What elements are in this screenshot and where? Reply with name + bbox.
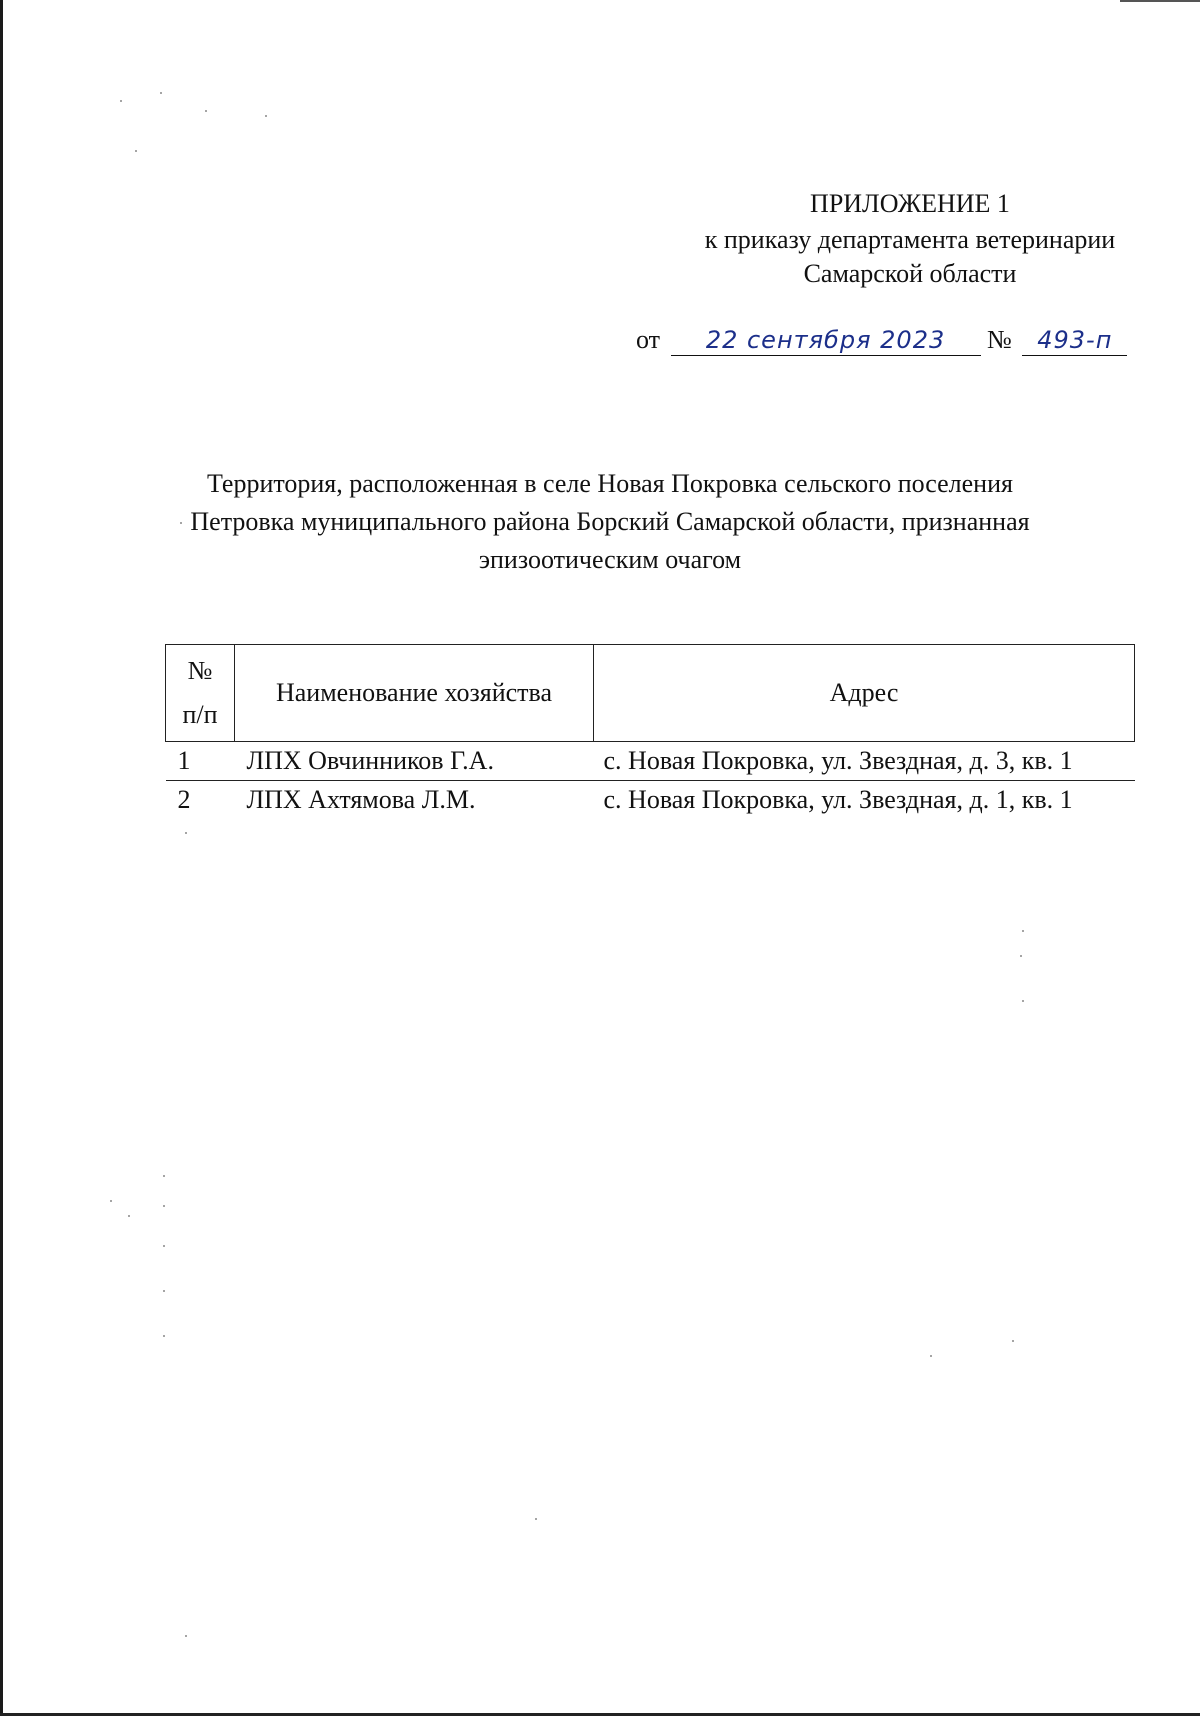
row-number: 2 (177, 785, 191, 814)
title-line-3: эпизоотическим очагом (478, 545, 742, 574)
table-header-row (166, 645, 1135, 742)
order-date-handwritten: 22 сентября 2023 (671, 325, 981, 356)
table-row (166, 742, 1135, 781)
appendix-heading: ПРИЛОЖЕНИЕ 1 (810, 189, 1010, 218)
header-number-abbrev: п/п (182, 700, 218, 729)
scan-speck (185, 1635, 187, 1637)
scan-speck (135, 150, 137, 152)
row-farm-name: ЛПХ Ахтямова Л.М. (246, 785, 476, 814)
order-number-label: № (987, 325, 1012, 354)
header-number (166, 645, 235, 742)
scan-speck (1022, 930, 1024, 932)
row-address: с. Новая Покровка, ул. Звездная, д. 1, кв. 1 (603, 785, 1073, 814)
scan-speck (535, 1518, 537, 1520)
row-farm-name: ЛПХ Овчинников Г.А. (235, 742, 594, 781)
scan-speck (185, 832, 187, 834)
order-number-handwritten: 493-п (1022, 325, 1127, 356)
row-address: с. Новая Покровка, ул. Звездная, д. 3, кв. 1 (594, 742, 1135, 781)
order-date-number-line (636, 322, 1126, 358)
appendix-order-reference: к приказу департамента ветеринарии (704, 225, 1116, 254)
scan-speck (163, 1205, 165, 1207)
scan-speck (205, 110, 207, 112)
order-from-label: от (636, 325, 661, 354)
scan-speck (1012, 1340, 1014, 1342)
header-farm-name: Наименование хозяйства (235, 645, 594, 742)
scan-speck (930, 1355, 932, 1357)
scan-speck (120, 100, 122, 102)
table-row (166, 781, 1135, 820)
scan-speck (110, 1200, 112, 1202)
scan-speck (128, 1215, 130, 1217)
header-number-sign: № (187, 656, 213, 685)
scan-edge-left (0, 0, 3, 1716)
scan-edge-top (1120, 0, 1200, 2)
scan-speck (180, 522, 182, 524)
scan-speck (265, 115, 267, 117)
scan-speck (163, 1245, 165, 1247)
row-number: 1 (166, 742, 235, 781)
scan-speck (163, 1175, 165, 1177)
header-address: Адрес (594, 645, 1135, 742)
scan-speck (163, 1335, 165, 1337)
farms-table (165, 644, 1135, 819)
scan-speck (163, 1290, 165, 1292)
scan-speck (1020, 955, 1022, 957)
scan-speck (160, 92, 162, 94)
title-line-2: Петровка муниципального района Борский Самарской области, признанная (190, 507, 1030, 536)
appendix-region: Самарской области (803, 259, 1017, 288)
scan-speck (1022, 1000, 1024, 1002)
title-line-1: Территория, расположенная в селе Новая Покровка сельского поселения (207, 469, 1013, 498)
document-title (120, 465, 1100, 579)
